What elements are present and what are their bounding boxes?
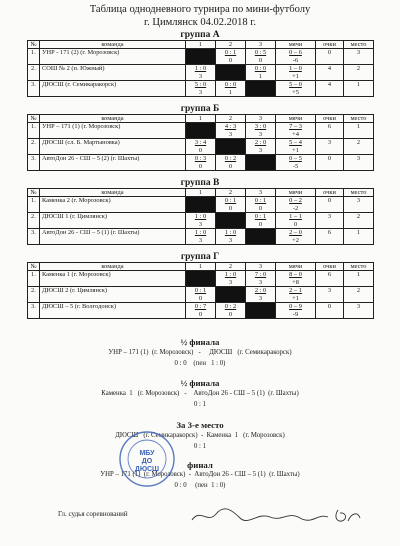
points-cell: 0 [316,49,344,65]
goals-total: 0 – 9 [289,303,302,310]
match-points: 3 [198,72,203,80]
match-result-cell [246,49,276,65]
match-result-cell [186,65,216,81]
match-score: 7 : 0 [254,271,267,278]
column-header-goals: мячи [276,115,316,123]
match-points: 3 [258,294,263,302]
goals-cell [276,49,316,65]
match-score: 2 : 0 [254,287,267,294]
goals-cell [276,197,316,213]
place-cell: 3 [344,303,374,319]
match-result-cell [246,287,276,303]
document-subtitle: г. Цимлянск 04.02.2018 г. [144,17,256,28]
team-name: Каменка 2 (г. Морозовск) [40,197,186,213]
goal-difference: +5 [292,88,299,96]
final-score: 0 : 0 (пен 1 : 0) [174,482,226,489]
table-row [28,287,374,303]
match-points: 1 [258,72,263,80]
match-points: 0 [198,146,203,154]
goals-cell [276,81,316,97]
place-cell: 2 [344,139,374,155]
self-match-cell [246,229,276,245]
match-result-cell [186,303,216,319]
self-match-cell [186,197,216,213]
svg-text:ДО: ДО [141,458,153,465]
place-cell: 2 [344,65,374,81]
semifinal-2-title: ½ финала [180,378,220,388]
column-header-points: очки [316,41,344,49]
table-row [28,197,374,213]
table-row [28,139,374,155]
match-result-cell [246,197,276,213]
column-header-c1: 1 [186,189,216,197]
final-match: УНР – 171 (1) (г. Морозовск) - АвтоДон 26 - СШ – 5 (1) (г. Шахты) [100,471,300,478]
row-number: 2. [28,65,40,81]
column-header-c2: 2 [216,41,246,49]
match-score: 0 : 2 [224,303,237,310]
points-cell: 0 [316,303,344,319]
match-points: 3 [198,88,203,96]
match-score: 4 : 3 [224,123,237,130]
match-points: 3 [258,146,263,154]
goals-cell [276,65,316,81]
match-score: 0 : 2 [224,155,237,162]
column-header-c2: 2 [216,115,246,123]
group-title: группа Г [180,252,220,262]
match-score: 0 : 0 [224,81,237,88]
column-header-goals: мячи [276,263,316,271]
match-result-cell [216,155,246,171]
points-cell: 3 [316,213,344,229]
place-cell: 3 [344,49,374,65]
column-header-num: № [28,115,40,123]
row-number: 2. [28,139,40,155]
match-result-cell [186,229,216,245]
column-header-c3: 3 [246,263,276,271]
match-result-cell [216,49,246,65]
group-title: группа В [180,178,220,188]
self-match-cell [186,271,216,287]
goal-difference: +4 [292,130,299,138]
column-header-points: очки [316,189,344,197]
match-result-cell [216,123,246,139]
match-points: 3 [198,236,203,244]
column-header-goals: мячи [276,41,316,49]
match-score: 1 : 0 [194,229,207,236]
goals-total: 1 – 0 [289,65,302,72]
team-name: Каменка 1 (г. Морозовск) [40,271,186,287]
chief-referee-label: Гл. судья соревнований [58,510,128,518]
match-points: 0 [228,56,233,64]
goal-difference: -5 [292,162,299,170]
place-cell: 3 [344,155,374,171]
match-points: 0 [228,204,233,212]
self-match-cell [246,303,276,319]
goals-total: 0 – 5 [289,155,302,162]
group-title: группа Б [180,104,220,114]
points-cell: 6 [316,229,344,245]
column-header-num: № [28,41,40,49]
third-place-score: 0 : 1 [193,443,207,450]
points-cell: 0 [316,197,344,213]
row-number: 1. [28,49,40,65]
self-match-cell [186,49,216,65]
match-result-cell [216,229,246,245]
group-title: группа А [180,30,220,40]
team-name: УНР - 171 (2) (г. Морозовск) [40,49,186,65]
table-row [28,155,374,171]
place-cell: 1 [344,229,374,245]
team-name: УНР – 171 (1) (г. Морозовск) [40,123,186,139]
self-match-cell [216,139,246,155]
goal-difference: +2 [292,236,299,244]
semifinal-1-match: УНР – 171 (1) (г. Морозовск) - ДЮСШ (г. Семикаракорск) [108,349,292,356]
match-score: 0 : 1 [254,197,267,204]
place-cell: 2 [344,213,374,229]
goal-difference: +1 [292,72,299,80]
final-title: финал [187,460,213,470]
match-points: 3 [258,130,263,138]
match-score: 0 : 5 [254,49,267,56]
column-header-c2: 2 [216,189,246,197]
table-row [28,213,374,229]
place-cell: 1 [344,123,374,139]
column-header-team: команда [40,41,186,49]
goals-total: 2 – 1 [289,287,302,294]
match-result-cell [186,81,216,97]
match-points: 0 [258,204,263,212]
goals-total: 8 – 0 [289,271,302,278]
row-number: 1. [28,123,40,139]
self-match-cell [246,155,276,171]
self-match-cell [216,213,246,229]
match-score: 0 : 1 [194,287,207,294]
match-result-cell [216,271,246,287]
goals-total: 1 – 1 [289,213,302,220]
points-cell: 6 [316,271,344,287]
self-match-cell [216,65,246,81]
semifinal-1-score: 0 : 0 (пен 1 : 0) [174,360,226,367]
table-row [28,81,374,97]
semifinal-2-match: Каменка 1 (г. Морозовск) - АвтоДон 26 - СШ – 5 (1) (г. Шахты) [101,390,299,397]
table-row [28,229,374,245]
match-score: 0 : 3 [194,155,207,162]
column-header-place: место [344,263,374,271]
match-points: 0 [258,220,263,228]
column-header-points: очки [316,115,344,123]
column-header-num: № [28,263,40,271]
goals-cell [276,123,316,139]
column-header-team: команда [40,115,186,123]
points-cell: 6 [316,123,344,139]
match-score: 3 : 4 [194,139,207,146]
goals-total: 2 – 0 [289,229,302,236]
third-place-title: За 3-е место [176,420,224,430]
self-match-cell [186,123,216,139]
match-points: 3 [228,278,233,286]
match-score: 5 : 0 [194,81,207,88]
match-score: 0 : 1 [224,197,237,204]
goals-total: 5 – 4 [289,139,302,146]
match-score: 0 : 0 [254,65,267,72]
match-result-cell [246,139,276,155]
match-result-cell [186,213,216,229]
place-cell: 3 [344,197,374,213]
goal-difference: +8 [292,278,299,286]
goals-cell [276,155,316,171]
table-row [28,303,374,319]
match-result-cell [186,287,216,303]
table-header-row [28,115,374,123]
match-score: 1 : 0 [194,213,207,220]
goals-cell [276,213,316,229]
row-number: 3. [28,303,40,319]
table-header-row [28,189,374,197]
match-points: 3 [228,130,233,138]
match-score: 1 : 0 [224,229,237,236]
team-name: ДЮСШ (сл. Б. Мартыновка) [40,139,186,155]
semifinal-2-score: 0 : 1 [193,401,207,408]
goal-difference: -2 [292,204,299,212]
match-points: 0 [258,56,263,64]
organization-stamp [118,430,176,488]
table-header-row [28,41,374,49]
column-header-c1: 1 [186,41,216,49]
goals-cell [276,287,316,303]
table-row [28,271,374,287]
team-name: ДЮСШ (г. Семикаракорск) [40,81,186,97]
svg-text:МБУ: МБУ [139,450,155,457]
goal-difference: 0 [293,220,298,228]
goals-cell [276,229,316,245]
goal-difference: -6 [292,56,299,64]
column-header-points: очки [316,263,344,271]
team-name: ДЮСШ – 5 (г. Волгодонск) [40,303,186,319]
team-name: ДЮСШ 2 (г. Цимлянск) [40,287,186,303]
group-table [27,262,374,319]
match-score: 0 : 1 [254,213,267,220]
points-cell: 3 [316,287,344,303]
column-header-place: место [344,189,374,197]
row-number: 1. [28,197,40,213]
column-header-c3: 3 [246,189,276,197]
row-number: 1. [28,271,40,287]
match-points: 1 [228,88,233,96]
match-points: 0 [198,310,203,318]
match-result-cell [246,213,276,229]
goal-difference: -9 [292,310,299,318]
match-result-cell [246,123,276,139]
place-cell: 2 [344,287,374,303]
team-name: АвтоДон 26 - СШ – 5 (2) (г. Шахты) [40,155,186,171]
match-result-cell [216,81,246,97]
column-header-place: место [344,41,374,49]
match-score: 3 : 0 [254,123,267,130]
table-row [28,123,374,139]
match-result-cell [186,155,216,171]
match-score: 1 : 0 [224,271,237,278]
match-points: 0 [198,162,203,170]
column-header-num: № [28,189,40,197]
points-cell: 3 [316,139,344,155]
match-result-cell [216,197,246,213]
column-header-team: команда [40,189,186,197]
match-points: 3 [198,220,203,228]
goals-cell [276,303,316,319]
goals-total: 0 – 2 [289,197,302,204]
match-points: 0 [228,310,233,318]
goals-total: 5 – 0 [289,81,302,88]
self-match-cell [216,287,246,303]
group-table [27,114,374,171]
match-result-cell [246,65,276,81]
match-score: 0 : 7 [194,303,207,310]
match-points: 0 [198,294,203,302]
group-table [27,188,374,245]
match-points: 3 [228,236,233,244]
table-row [28,65,374,81]
goals-total: 0 – 6 [289,49,302,56]
column-header-c2: 2 [216,263,246,271]
column-header-c3: 3 [246,115,276,123]
team-name: СОШ № 2 (п. Южный) [40,65,186,81]
place-cell: 1 [344,271,374,287]
row-number: 3. [28,155,40,171]
table-row [28,49,374,65]
group-table [27,40,374,97]
match-score: 2 : 0 [254,139,267,146]
column-header-c1: 1 [186,115,216,123]
self-match-cell [246,81,276,97]
semifinal-1-title: ½ финала [180,337,220,347]
goals-total: 7 – 3 [289,123,302,130]
column-header-goals: мячи [276,189,316,197]
team-name: АвтоДон 26 - СШ – 5 (1) (г. Шахты) [40,229,186,245]
team-name: ДЮСШ 1 (г. Цимлянск) [40,213,186,229]
document-title: Таблица однодневного турнира по мини-футболу [89,4,311,15]
row-number: 3. [28,229,40,245]
match-result-cell [246,271,276,287]
match-points: 0 [228,162,233,170]
points-cell: 4 [316,65,344,81]
points-cell: 0 [316,155,344,171]
place-cell: 1 [344,81,374,97]
match-points: 3 [258,278,263,286]
referee-signature [188,506,368,526]
row-number: 2. [28,213,40,229]
goal-difference: +1 [292,294,299,302]
third-place-match: ДЮСШ (г. Семикаракорск) - Каменка 1 (г. Морозовск) [115,432,285,439]
match-score: 1 : 0 [194,65,207,72]
column-header-place: место [344,115,374,123]
row-number: 2. [28,287,40,303]
match-result-cell [216,303,246,319]
goal-difference: +1 [292,146,299,154]
column-header-team: команда [40,263,186,271]
svg-text:ДЮСШ: ДЮСШ [134,466,160,473]
match-result-cell [186,139,216,155]
row-number: 3. [28,81,40,97]
goals-cell [276,139,316,155]
column-header-c3: 3 [246,41,276,49]
match-score: 0 : 1 [224,49,237,56]
points-cell: 4 [316,81,344,97]
column-header-c1: 1 [186,263,216,271]
goals-cell [276,271,316,287]
table-header-row [28,263,374,271]
